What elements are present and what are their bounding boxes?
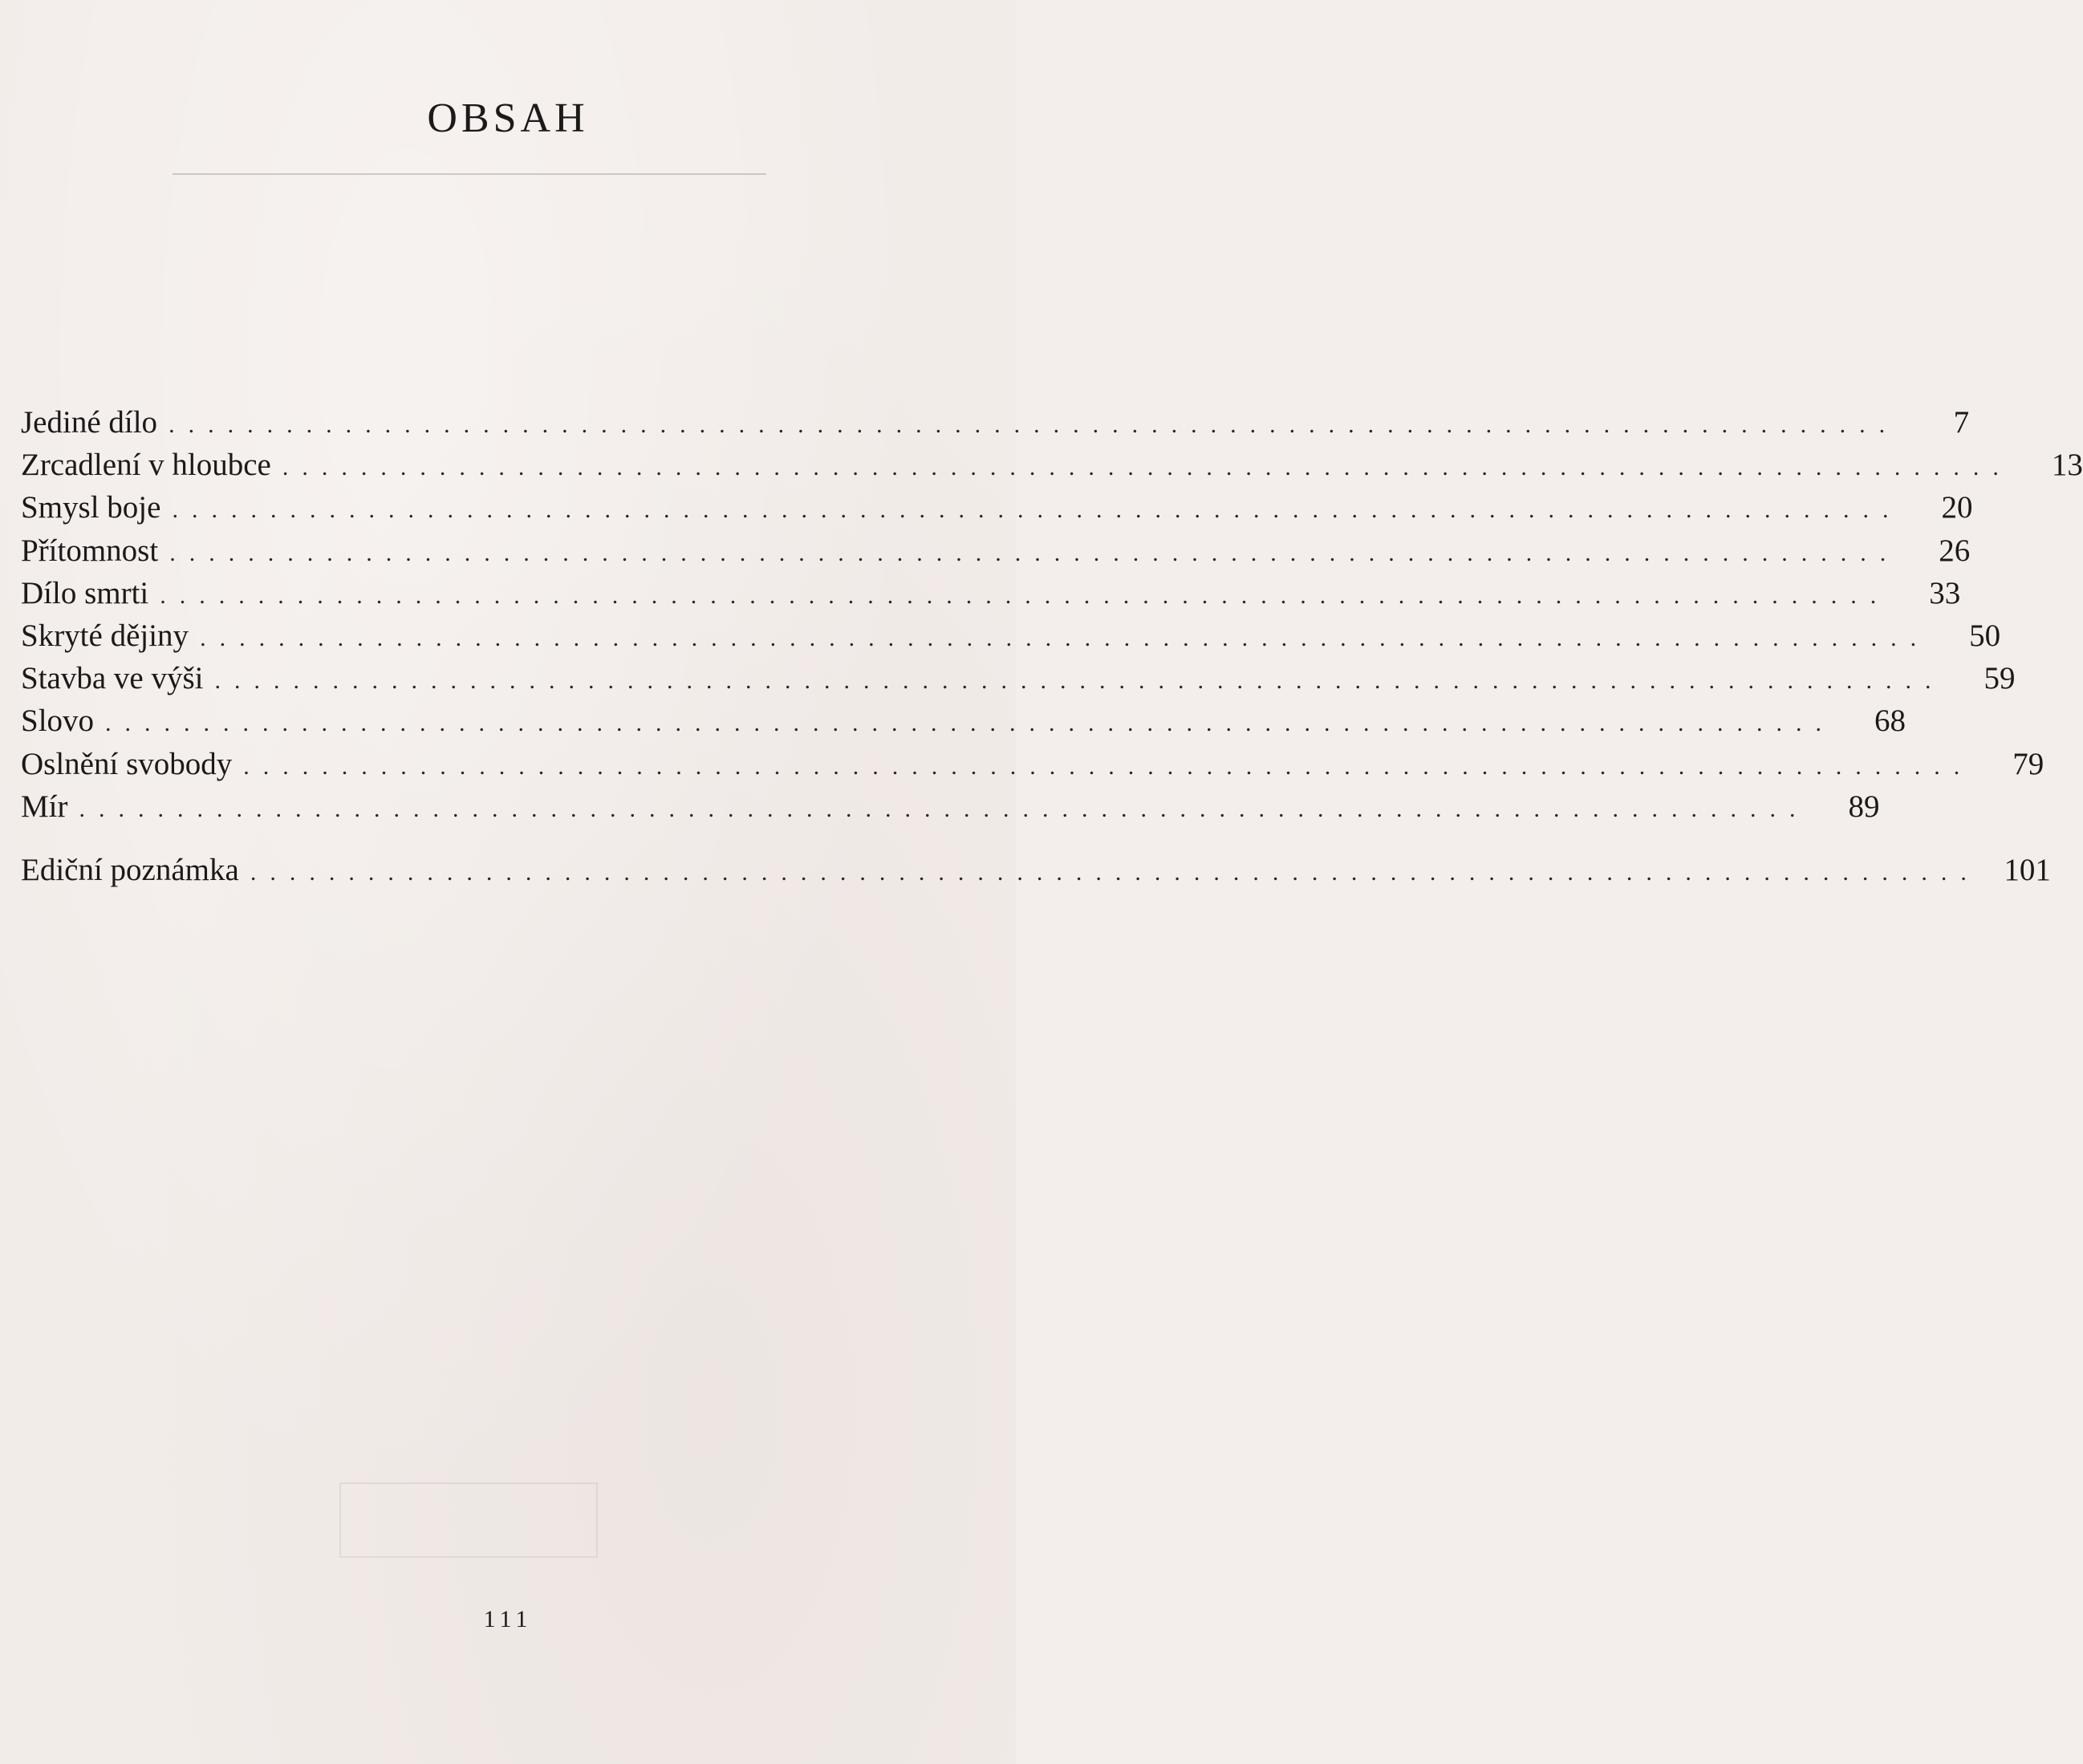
toc-leader-dots: ........................................................................................ bbox=[169, 539, 1900, 566]
toc-entry-page: 7 bbox=[1953, 405, 1970, 440]
toc-entry bbox=[21, 657, 2016, 700]
toc-entry bbox=[21, 614, 2001, 657]
toc-entry-page: 50 bbox=[1969, 618, 2001, 653]
table-of-contents bbox=[21, 401, 2083, 891]
toc-entry-page: 89 bbox=[1848, 789, 1880, 824]
toc-entry-page: 59 bbox=[1984, 661, 2016, 696]
toc-leader-dots: ........................................................................................ bbox=[250, 858, 1980, 886]
toc-entry-title: Ediční poznámka bbox=[21, 852, 239, 887]
toc-entry-title: Skryté dějiny bbox=[21, 618, 189, 653]
page-title: OBSAH bbox=[427, 95, 589, 141]
toc-entry bbox=[21, 849, 2051, 891]
toc-entry-page: 26 bbox=[1939, 533, 1971, 568]
toc-leader-dots: ........................................................................................ bbox=[200, 624, 1931, 651]
toc-entry-page: 101 bbox=[2004, 852, 2051, 887]
toc-entry-page: 68 bbox=[1874, 704, 1906, 739]
toc-leader-dots: ........................................................................................ bbox=[172, 497, 1902, 524]
toc-entry bbox=[21, 743, 2044, 785]
toc-leader-dots: ........................................................................................ bbox=[243, 752, 1974, 780]
page-number: 111 bbox=[483, 1606, 533, 1632]
toc-leader-dots: ........................................................................................ bbox=[282, 454, 2012, 481]
toc-entry-title: Přítomnost bbox=[21, 533, 159, 568]
toc-entry-title: Smysl boje bbox=[21, 490, 161, 525]
toc-entry-title: Mír bbox=[21, 789, 68, 824]
show-through-rule bbox=[173, 173, 766, 175]
toc-leader-dots: ........................................................................................ bbox=[105, 710, 1836, 737]
toc-entry bbox=[21, 444, 2083, 486]
toc-leader-dots: ........................................................................................ bbox=[160, 582, 1890, 609]
toc-entry-page: 20 bbox=[1941, 490, 1973, 525]
show-through-box bbox=[339, 1482, 598, 1558]
toc-entry bbox=[21, 572, 1961, 614]
toc-entry bbox=[21, 401, 1970, 444]
toc-entry-page: 13 bbox=[2051, 448, 2083, 483]
toc-entry bbox=[21, 529, 1971, 572]
toc-leader-dots: ........................................................................................ bbox=[169, 412, 1899, 438]
toc-entry bbox=[21, 486, 1973, 529]
toc-entry-title: Oslnění svobody bbox=[21, 746, 233, 781]
toc-entry-title: Zrcadlení v hloubce bbox=[21, 448, 271, 483]
toc-entry-page: 33 bbox=[1929, 575, 1961, 610]
toc-entry-title: Jediné dílo bbox=[21, 405, 158, 440]
toc-entry-title: Dílo smrti bbox=[21, 575, 149, 610]
toc-entry-page: 79 bbox=[2012, 746, 2044, 781]
toc-entry bbox=[21, 785, 1880, 828]
toc-leader-dots: ........................................................................................ bbox=[79, 795, 1809, 822]
toc-leader-dots: ........................................................................................ bbox=[214, 667, 1945, 695]
toc-entry bbox=[21, 700, 1906, 742]
toc-entry-title: Slovo bbox=[21, 704, 95, 739]
toc-entry-title: Stavba ve výši bbox=[21, 661, 204, 696]
